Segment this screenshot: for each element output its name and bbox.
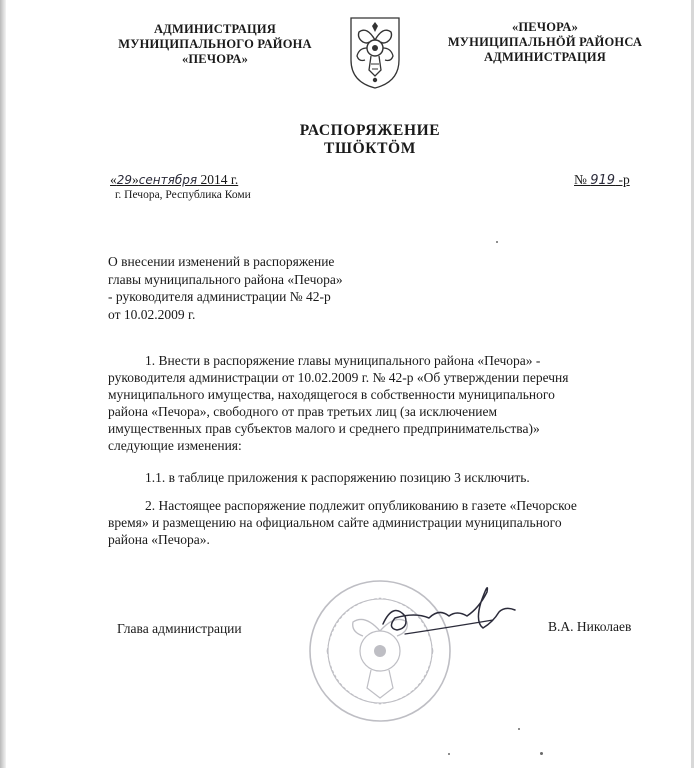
- komi-crest-icon: [347, 14, 403, 90]
- header-left-line-2: МУНИЦИПАЛЬНОГО РАЙОНА: [118, 37, 312, 51]
- p3-line-3: района «Печора».: [108, 532, 210, 547]
- subject-line-1: О внесении изменений в распоряжение: [108, 254, 335, 269]
- document-date: [110, 172, 238, 188]
- p3-line-2: время» и размещению на официальном сайте администрации муниципального: [108, 515, 562, 530]
- subject-line-4: от 10.02.2009 г.: [108, 306, 196, 322]
- date-mid: »: [132, 172, 139, 187]
- date-day: 29: [116, 173, 133, 187]
- date-month: сентября: [138, 173, 198, 187]
- scan-edge-left: [0, 0, 6, 768]
- paragraph-1-1: 1.1. в таблице приложения к распоряжению позицию 3 исключить.: [145, 470, 530, 485]
- number-value: 919: [590, 173, 616, 188]
- header-right-line-1: «ПЕЧОРА»: [511, 20, 579, 34]
- title-russian: РАСПОРЯЖЕНИЕ: [299, 122, 441, 139]
- p1-line-3: муниципального имущества, находящегося в собственности муниципального: [108, 387, 555, 402]
- header-right: [440, 20, 650, 65]
- header-left: [100, 22, 330, 67]
- scan-speck: [496, 241, 498, 243]
- scan-speck: [448, 753, 450, 755]
- number-prefix: №: [574, 172, 591, 187]
- header-right-line-2: МУНИЦИПАЛЬНӦЙ РАЙОНСА: [447, 35, 643, 49]
- date-prefix: «: [110, 172, 117, 187]
- document-place: г. Печора, Республика Коми: [115, 189, 251, 201]
- p1-line-5: имущественных прав субъектов малого и среднего предпринимательства)»: [108, 421, 540, 436]
- header-left-line-3: «ПЕЧОРА»: [181, 52, 249, 66]
- scan-speck: [518, 728, 520, 730]
- number-suffix: -р: [615, 172, 630, 187]
- scan-speck: [540, 752, 543, 755]
- document-number: [574, 172, 630, 188]
- p1-line-1: 1. Внести в распоряжение главы муниципального района «Печора» -: [145, 353, 541, 368]
- paragraph-1: [108, 352, 644, 454]
- handwritten-signature: [375, 572, 525, 652]
- date-year: 2014 г.: [197, 172, 239, 187]
- signatory-name: В.А. Николаев: [548, 619, 632, 634]
- title-komi: ТШӦКТӦМ: [324, 140, 416, 157]
- subject-line-2: главы муниципального района «Печора»: [108, 271, 343, 287]
- document-title: [250, 122, 490, 158]
- p1-line-6: следующие изменения:: [108, 438, 242, 453]
- header-right-line-3: АДМИНИСТРАЦИЯ: [483, 50, 607, 64]
- subject-line-3: - руководителя администрации № 42-р: [108, 289, 331, 304]
- signatory-title: Глава администрации: [117, 621, 242, 636]
- p3-line-1: 2. Настоящее распоряжение подлежит опубликованию в газете «Печорское: [145, 498, 577, 513]
- document-subject: [108, 253, 388, 323]
- paragraph-2: [108, 497, 644, 548]
- header-left-line-1: АДМИНИСТРАЦИЯ: [153, 22, 277, 36]
- p1-line-2: руководителя администрации от 10.02.2009 г. № 42-р «Об утверждении перечня: [108, 370, 569, 385]
- p1-line-4: района «Печора», свободного от прав третьих лиц (за исключением: [108, 404, 498, 419]
